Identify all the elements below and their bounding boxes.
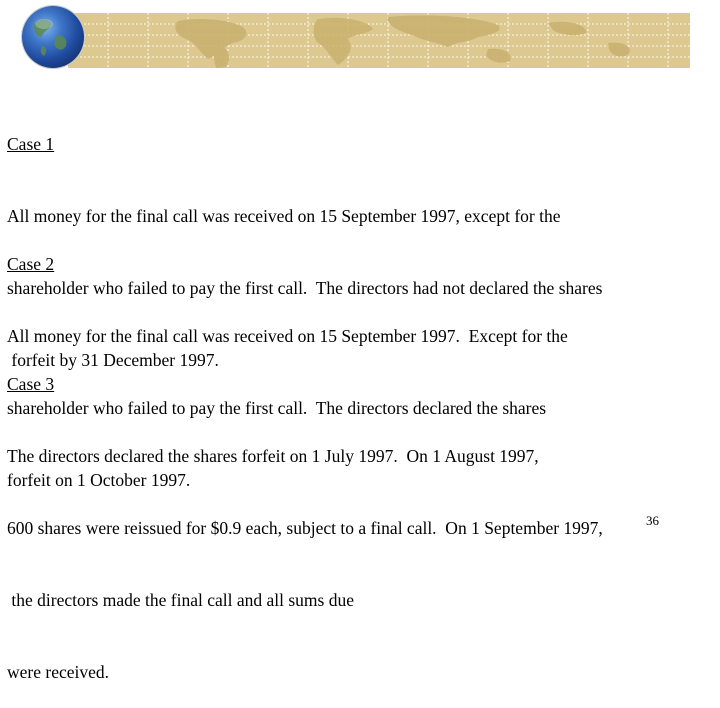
case-2-line-1: All money for the final call was received on 15 September 1997. Except for the bbox=[7, 326, 568, 346]
slide-number: 36 bbox=[646, 513, 659, 528]
case-2-line-2: shareholder who failed to pay the first call. The directors declared the shares bbox=[7, 398, 547, 418]
case-3-line-2: 600 shares were reissued for $0.9 each, subject to a final call. On 1 September 1997, bbox=[7, 518, 603, 538]
case-3-line-4: were received. bbox=[7, 662, 110, 682]
case-1-title: Case 1 bbox=[7, 134, 55, 154]
globe-icon bbox=[22, 6, 84, 68]
case-3-line-3: the directors made the final call and all sums due bbox=[7, 590, 354, 610]
case-3-title: Case 3 bbox=[7, 374, 55, 394]
case-3 bbox=[7, 324, 603, 708]
world-map-banner bbox=[68, 13, 690, 68]
case-2-title: Case 2 bbox=[7, 254, 55, 274]
case-3-line-1: The directors declared the shares forfeit on 1 July 1997. On 1 August 1997, bbox=[7, 446, 539, 466]
case-1-line-3: forfeit by 31 December 1997. bbox=[7, 350, 219, 370]
map-grid-icon bbox=[68, 13, 690, 68]
globe-continents-icon bbox=[22, 6, 84, 68]
case-1-line-2: shareholder who failed to pay the first call. The directors had not declared the shares bbox=[7, 278, 603, 298]
case-2-line-3: forfeit on 1 October 1997. bbox=[7, 470, 191, 490]
case-1-line-1: All money for the final call was received on 15 September 1997, except for the bbox=[7, 206, 561, 226]
